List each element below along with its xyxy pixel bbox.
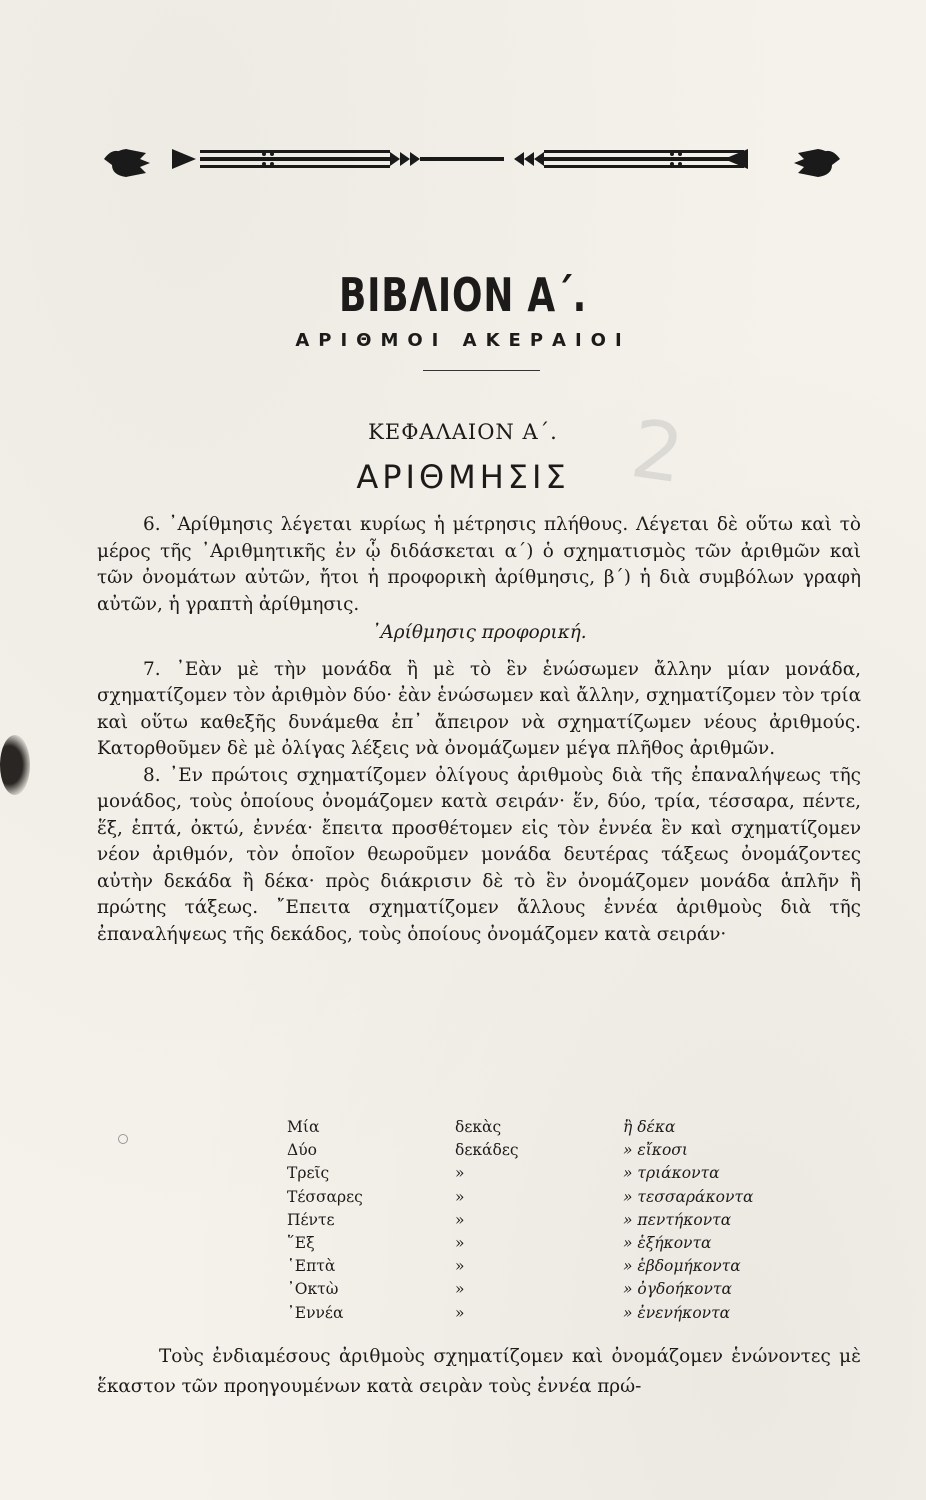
count-cell: ᾽Οκτὼ — [287, 1280, 339, 1299]
book-title: ΒΙΒΛΙΟΝ Α΄. — [338, 268, 587, 322]
name-cell: » πεντήκοντα — [623, 1210, 732, 1229]
count-cell: Τρεῖς — [287, 1164, 330, 1183]
name-cell: ἢ δέκα — [623, 1118, 676, 1136]
table-row — [287, 1234, 787, 1257]
name-cell: » ὀγδοήκοντα — [623, 1280, 732, 1299]
unit-cell: δεκὰς — [455, 1118, 502, 1136]
chapter-heading: ΚΕΦΑΛΑΙΟΝ Α΄. — [368, 420, 558, 444]
tens-table — [287, 1118, 787, 1327]
name-cell: » τεσσαράκοντα — [623, 1187, 754, 1206]
count-cell: ῞Εξ — [287, 1233, 315, 1252]
unit-cell: δεκάδες — [455, 1141, 519, 1160]
count-cell: Μία — [287, 1118, 320, 1136]
name-cell: » τριάκοντα — [623, 1164, 720, 1183]
section-title: ΑΡΙΘΜΗΣΙΣ — [356, 458, 570, 496]
table-row — [287, 1188, 787, 1211]
name-cell: » εἴκοσι — [623, 1141, 688, 1160]
count-cell: Δύο — [287, 1141, 317, 1160]
table-row — [287, 1164, 787, 1187]
unit-cell: » — [455, 1280, 465, 1299]
decorative-header-ornament — [100, 138, 844, 180]
title-divider — [423, 370, 540, 371]
table-row — [287, 1211, 787, 1234]
closing-paragraph: Τοὺς ἐνδιαμέσους ἀριθμοὺς σχηματίζομεν καὶ ὀνομάζομεν ἑνώνοντες μὲ ἕκαστον τῶν προηγουμένων κατὰ σειρὰν τοὺς ἐννέα πρώ- — [97, 1346, 861, 1397]
paragraph-7: 7. ᾽Εὰν μὲ τὴν μονάδα ἢ μὲ τὸ ἓν ἑνώσωμεν ἄλλην μίαν μονάδα, σχηματίζομεν τὸν ἀριθμὸν δύο· ἐὰν ἑνώσωμεν καὶ ἄλλην, σχηματίζομεν τὸν τρία καὶ οὕτω καθεξῆς δυνάμεθα ἐπ᾽ ἄπειρον νὰ σχηματίζωμεν νέους ἀριθμούς. Κατορθοῦμεν δὲ μὲ ὀλίγας λέξεις νὰ ὀνομάζωμεν μέγα πλῆθος ἀριθμῶν. — [97, 658, 861, 759]
count-cell: ᾽Εννέα — [287, 1303, 344, 1322]
book-subtitle: ΑΡΙΘΜΟΙ ΑΚΕΡΑΙΟΙ — [295, 330, 631, 351]
name-cell: » ἑβδομήκοντα — [623, 1257, 741, 1276]
subheading-oral-numeration: ᾽Αρίθμησις προφορική. — [371, 622, 587, 643]
name-cell: » ἐνενήκοντα — [623, 1303, 731, 1322]
ink-stain — [0, 735, 30, 795]
table-row — [287, 1304, 787, 1327]
margin-mark — [118, 1134, 128, 1144]
closing-text — [97, 1342, 861, 1402]
unit-cell: » — [455, 1164, 465, 1183]
count-cell: ῾Επτὰ — [287, 1257, 336, 1276]
name-cell: » ἑξήκοντα — [623, 1233, 712, 1252]
unit-cell: » — [455, 1210, 465, 1229]
unit-cell: » — [455, 1257, 465, 1276]
count-cell: Τέσσαρες — [287, 1187, 363, 1206]
unit-cell: » — [455, 1187, 465, 1206]
unit-cell: » — [455, 1233, 465, 1252]
table-row — [287, 1141, 787, 1164]
paragraph-6: 6. ᾽Αρίθμησις λέγεται κυρίως ἡ μέτρησις πλήθους. Λέγεται δὲ οὕτω καὶ τὸ μέρος τῆς ᾽Αριθμητικῆς ἐν ᾧ διδάσκεται α΄) ὁ σχηματισμὸς τῶν ἀριθμῶν καὶ τῶν ὀνομάτων αὐτῶν, ἤτοι ἡ προφορικὴ ἀρίθμησις, β΄) ἡ διὰ συμβόλων γραφὴ αὐτῶν, ἡ γραπτὴ ἀρίθμησις. — [97, 514, 861, 615]
table-row — [287, 1280, 787, 1303]
table-row — [287, 1257, 787, 1280]
paragraph-8: 8. ᾽Εν πρώτοις σχηματίζομεν ὀλίγους ἀριθμοὺς διὰ τῆς ἐπαναλήψεως τῆς μονάδος, τοὺς ὁποίους ὀνομάζομεν κατὰ σειράν· ἕν, δύο, τρία, τέσσαρα, πέντε, ἕξ, ἑπτά, ὀκτώ, ἐννέα· ἔπειτα προσθέτομεν εἰς τὸν ἐννέα ἓν καὶ σχηματίζομεν νέον ἀριθμόν, τὸν ὁποῖον θεωροῦμεν μονάδα δευτέρας τάξεως ὀνομάζοντες αὐτὴν δεκάδα ἢ δέκα· πρὸς διάκρισιν δὲ τὸ ἓν ὀνομάζομεν μονάδα ἁπλῆν ἢ πρώτης τάξεως. ῎Επειτα σχηματίζομεν ἄλλους ἐννέα ἀριθμοὺς διὰ τῆς ἐπαναλήψεως τῆς δεκάδος, τοὺς ὁποίους ὀνομάζομεν κατὰ σειράν· — [97, 764, 861, 945]
body-text — [97, 512, 861, 948]
faint-pencil-mark: 2 — [625, 401, 690, 502]
unit-cell: » — [455, 1303, 465, 1322]
table-row — [287, 1118, 787, 1141]
count-cell: Πέντε — [287, 1210, 335, 1229]
